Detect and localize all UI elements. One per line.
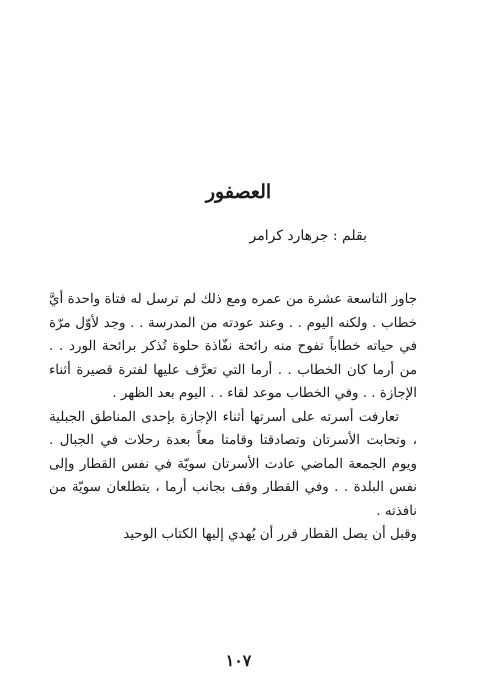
author-byline: بقلم : جرهارد كرامر [249, 228, 367, 244]
paragraph: تعارفت أسرته على أسرتها أثناء الإجازة بإحدى المناطق الجبلية ، وتحابت الأسرتان وتصادقتا وقامتا معاً بعدة رحلات في الجبال . ويوم الجمعة الماضي عادت الأسرتان سويّة في نفس القطار وإلى نفس البلدة . . وفي القطار وقف بجانب أرما ، يتطلعان سويّة من نافذته . [49, 409, 417, 519]
story-title: العصفور [205, 181, 272, 203]
story-body [49, 288, 417, 547]
paragraph: جاوز التاسعة عشرة من عمره ومع ذلك لم ترسل له فتاة واحدة أيَّ خطاب . ولكنه اليوم . . وعند عودته من المدرسة . . وجد لأوّل مرّة في حياته خطاباً تفوح منه رائحة نفّاذة حلوة تُذكر برائحة الورد . . من أرما كان الخطاب . . أرما التي تعرَّف عليها لفترة قصيرة أثناء الإجازة . . وفي الخطاب موعد لقاء . . اليوم بعد الظهر . [49, 292, 417, 401]
paragraph: وقبل أن يصل القطار قرر أن يُهدي إليها الكتاب الوحيد [123, 527, 417, 542]
page-number: ١٠٧ [225, 651, 252, 670]
